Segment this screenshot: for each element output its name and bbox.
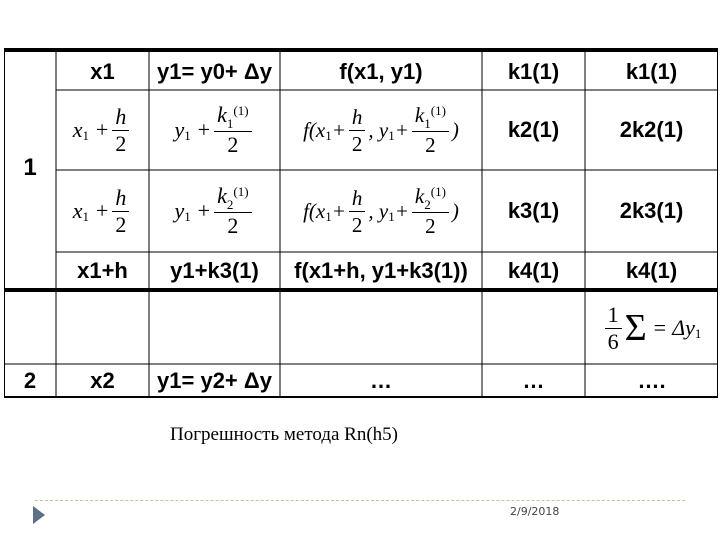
cell-ellipsis-f: … <box>370 368 392 393</box>
header-k1-weighted: k1(1) <box>625 59 678 84</box>
cell-y-next: y1= y2+ Δy <box>157 368 272 393</box>
cell-ellipsis-weighted: …. <box>637 368 666 393</box>
play-arrow-icon <box>33 506 45 524</box>
cell-y1-plus-k3: y1+k3(1) <box>170 258 259 283</box>
cell-2k2: 2k2(1) <box>619 117 684 142</box>
formula-sum-delta-y: $\frac{1}{6}$ Σ = Δy 1 <box>585 292 718 364</box>
header-f: f(x1, y1) <box>339 59 423 84</box>
cell-k4-weighted: k4(1) <box>625 258 678 283</box>
runge-kutta-table <box>4 48 718 398</box>
footer-divider <box>35 500 685 501</box>
cell-ellipsis-k: … <box>522 368 545 393</box>
formula-y-k1-half: y 1 + $\frac{k_1^{(1)}}{2}$ <box>149 90 280 170</box>
formula-x-half-step: x 1 + $\frac{h}{2}$ <box>56 90 149 170</box>
header-y1: y1= y0+ Δy <box>157 59 272 84</box>
cell-f-full-step: f(x1+h, y1+k3(1)) <box>294 258 468 283</box>
header-k1: k1(1) <box>507 59 560 84</box>
formula-f-k1-half: f(x 1 + $\frac{h}{2}$ , y 1 + $\frac{k_1^{(1)}}{2}$ ) <box>303 103 459 157</box>
slide-date: 2/9/2018 <box>510 505 560 518</box>
cell-k4: k4(1) <box>507 258 560 283</box>
cell-k2: k2(1) <box>507 117 560 142</box>
cell-x2: x2 <box>90 368 115 393</box>
formula-x-half-step-2: x 1 + $\frac{h}{2}$ <box>56 170 149 252</box>
formula-y-k2-half: y 1 + $\frac{k_2^{(1)}}{2}$ <box>149 170 280 252</box>
error-estimate-text: Погрешность метода Rn(h5) <box>170 424 399 445</box>
row-label-2: 2 <box>23 368 37 393</box>
header-x1: x1 <box>90 59 115 84</box>
cell-2k3: 2k3(1) <box>619 198 684 223</box>
cell-k3: k3(1) <box>507 198 560 223</box>
row-label-1: 1 <box>23 154 37 181</box>
formula-f-k2-half: f(x 1 + $\frac{h}{2}$ , y 1 + $\frac{k_2^{(1)}}{2}$ ) <box>303 184 459 238</box>
cell-x1-plus-h: x1+h <box>77 258 128 283</box>
